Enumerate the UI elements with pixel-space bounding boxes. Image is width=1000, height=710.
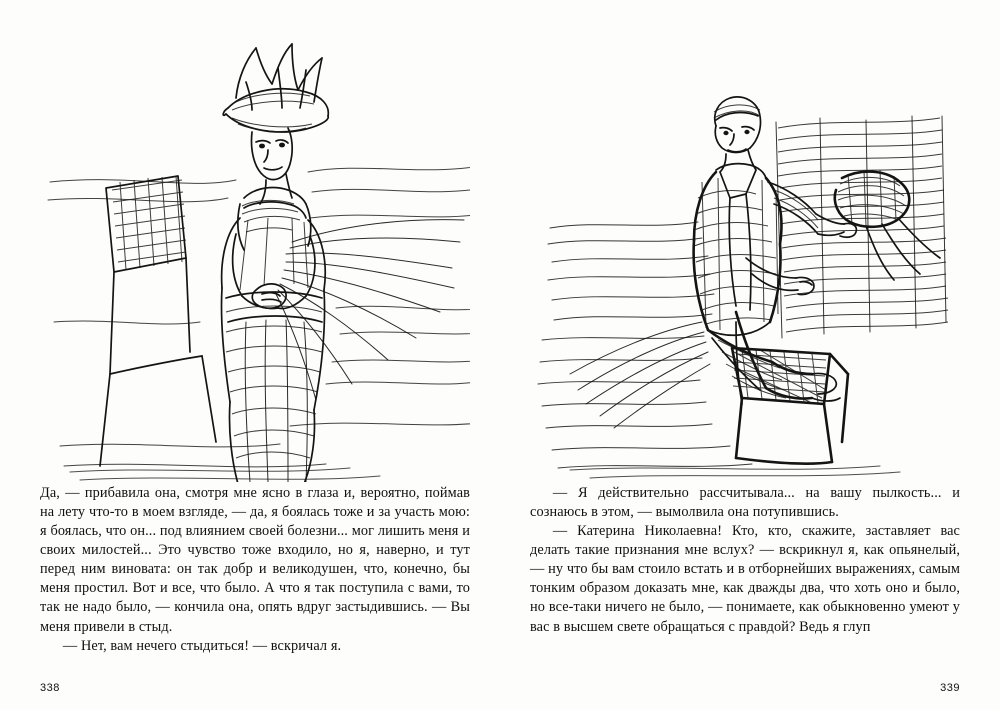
paragraph: — Нет, вам нечего стыдиться! — вскричал я. [62, 637, 342, 654]
page-right [500, 0, 1000, 710]
paragraph: — Я действительно рассчитывала... на вашу пылкость... и сознаюсь в этом, — вымолвила она потупившись. [530, 485, 960, 521]
woman-in-hat-sketch-svg [40, 22, 470, 482]
page-number-left: 338 [40, 682, 60, 694]
page-number-right: 339 [940, 682, 960, 694]
body-text-left [40, 484, 470, 656]
seated-man-sketch-svg [530, 22, 960, 482]
body-text-right [530, 484, 960, 637]
illustration-seated-man [530, 22, 960, 482]
paragraph: — Катерина Николаевна! Кто, кто, скажите, заставляет вас делать такие признания мне вслух? — вскрикнул я, как опьянелый, — ну что бы вам стоило встать и в отборнейших выражениях, самым тонким образом доказать мне, как дважды два, что хоть оно и было, но все-таки ничего не было, — понимаете, как обыкновенно умеют у вас в высшем свете обращаться с правдой? Ведь я глуп [530, 523, 960, 635]
paragraph: Да, — прибавила она, смотря мне ясно в глаза и, вероятно, поймав на лету что-то в моем взгляде, — да, я боялась тоже и за участь мою: я боялась, что он... под влиянием своей болезни... мог лишить меня и своих милостей... Это чувство тоже входило, но я, наверно, и тут перед ним виновата: он так добр и великодушен, что, конечно, бы меня простил. Вот и все, что было. А что я так поступила с вами, то так не надо было, — кончила она, опять вдруг застыдившись. — Вы меня привели в стыд. [40, 485, 470, 635]
illustration-woman-in-hat [40, 22, 470, 482]
